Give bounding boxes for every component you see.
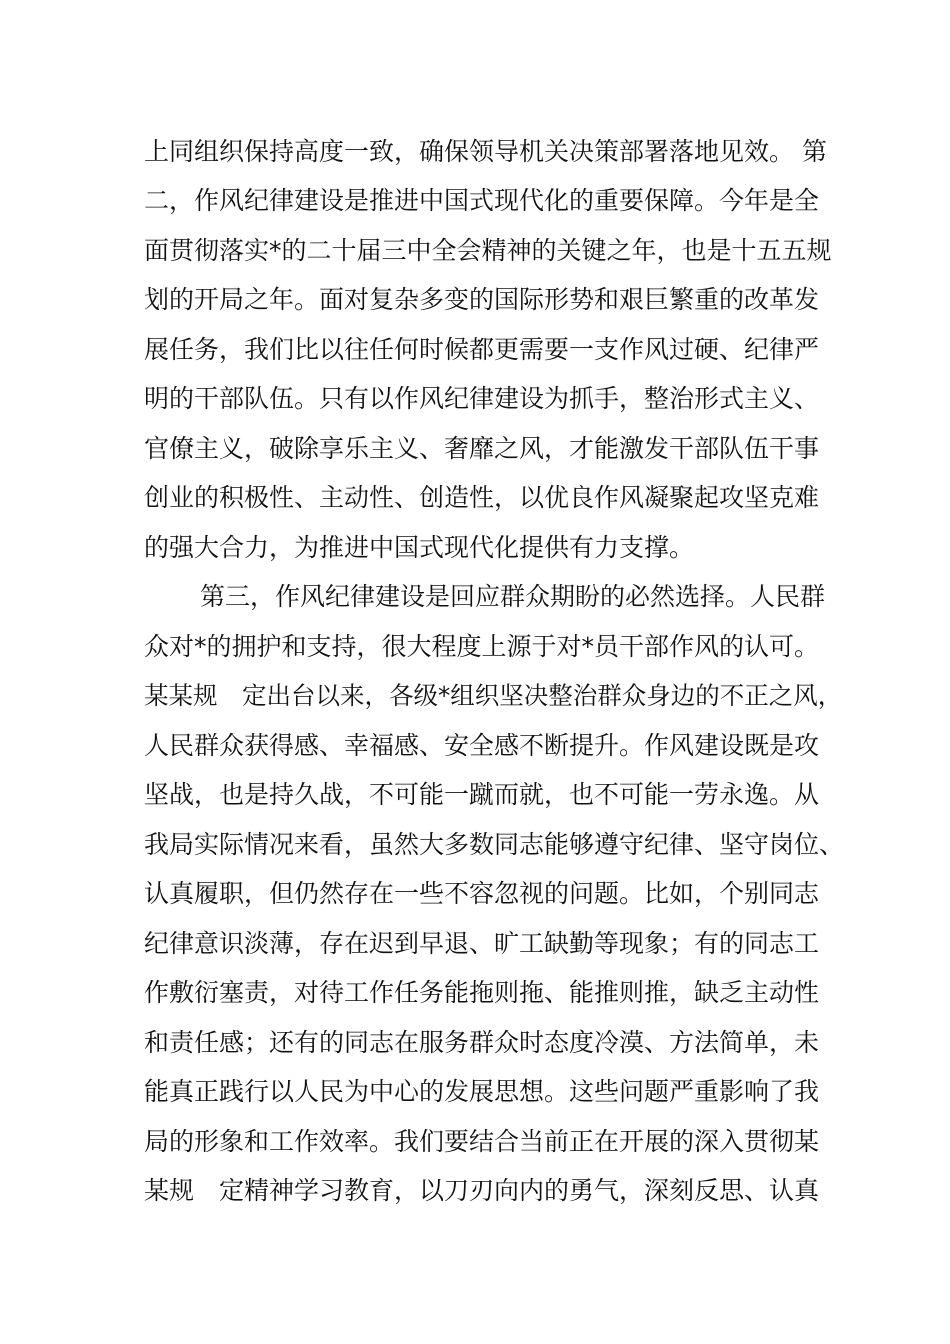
text-line: 划的开局之年。面对复杂多变的国际形势和艰巨繁重的改革发 [144,285,820,314]
text-line: 人民群众获得感、幸福感、安全感不断提升。作风建设既是攻 [144,731,820,760]
text-line: 二，作风纪律建设是推进中国式现代化的重要保障。今年是全 [144,186,820,215]
text-line: 众对*的拥护和支持，很大程度上源于对*员干部作风的认可。 [144,632,820,661]
text-line: 上同组织保持高度一致，确保领导机关决策部署落地见效。 第 [144,137,827,166]
text-line: 和责任感；还有的同志在服务群众时态度冷漠、方法简单，未 [144,1028,820,1057]
text-line: 创业的积极性、主动性、创造性，以优良作风凝聚起攻坚克难 [144,483,820,512]
text-line: 面贯彻落实*的二十届三中全会精神的关键之年，也是十五五规 [144,236,832,265]
text-line: 展任务，我们比以往任何时候都更需要一支作风过硬、纪律严 [144,335,820,364]
text-line: 纪律意识淡薄，存在迟到早退、旷工缺勤等现象；有的同志工 [144,929,820,958]
text-line: 坚战，也是持久战，不可能一蹴而就，也不可能一劳永逸。从 [144,780,820,809]
text-line: 某某规 定出台以来，各级*组织坚决整治群众身边的不正之风， [144,681,843,710]
text-line: 能真正践行以人民为中心的发展思想。这些问题严重影响了我 [144,1077,820,1106]
text-line: 局的形象和工作效率。我们要结合当前正在开展的深入贯彻某 [144,1127,820,1156]
text-line: 认真履职，但仍然存在一些不容忽视的问题。比如，个别同志 [144,879,820,908]
text-line: 的强大合力，为推进中国式现代化提供有力支撑。 [144,533,695,562]
text-line: 某规 定精神学习教育，以刀刃向内的勇气，深刻反思、认真 [144,1176,820,1205]
text-line: 作敷衍塞责，对待工作任务能拖则拖、能推则推，缺乏主动性 [144,978,820,1007]
text-line: 明的干部队伍。只有以作风纪律建设为抓手，整治形式主义、 [144,384,820,413]
text-line: 我局实际情况来看，虽然大多数同志能够遵守纪律、坚守岗位、 [144,830,845,859]
text-line: 官僚主义，破除享乐主义、奢靡之风，才能激发干部队伍干事 [144,434,820,463]
text-line-paragraph-start: 第三，作风纪律建设是回应群众期盼的必然选择。人民群 [200,582,826,611]
